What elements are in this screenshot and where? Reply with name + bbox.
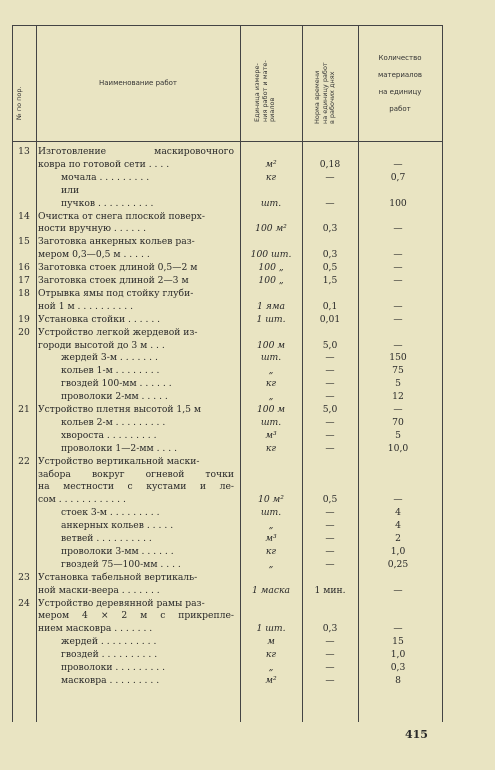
row-work-name: ной маски-веера . . . . . . . xyxy=(38,584,160,596)
table-row xyxy=(0,623,495,636)
table-row xyxy=(0,340,495,353)
row-unit: м² xyxy=(265,674,277,686)
table-row xyxy=(0,443,495,456)
header-material-qty: Количество материалов на единицу работ xyxy=(377,54,423,113)
row-time-norm: 0,01 xyxy=(319,313,341,325)
row-time-norm: 0,1 xyxy=(322,300,338,312)
table-row xyxy=(0,352,495,365)
row-unit: 100 м xyxy=(256,339,286,351)
row-unit: 1 шт. xyxy=(256,313,286,325)
row-unit: м xyxy=(267,636,275,648)
table-row xyxy=(0,365,495,378)
row-time-norm: — xyxy=(325,533,335,544)
row-material-qty: 10,0 xyxy=(387,442,409,454)
row-work-name: проволоки 3-мм . . . . . . xyxy=(61,545,174,557)
row-unit: 1 яма xyxy=(257,300,285,312)
row-work-name: хвороста . . . . . . . . . xyxy=(61,429,157,441)
row-work-name: Устройство плетня высотой 1,5 м xyxy=(38,404,202,415)
row-time-norm: — xyxy=(325,442,335,454)
header-number: № по пор. xyxy=(15,86,23,120)
row-material-qty: 8 xyxy=(395,674,401,686)
row-time-norm: 0,3 xyxy=(322,623,338,635)
row-material-qty: 5 xyxy=(395,378,401,390)
row-material-qty: 4 xyxy=(395,520,401,532)
row-number: 19 xyxy=(18,313,30,325)
row-material-qty: — xyxy=(393,584,403,596)
row-number: 18 xyxy=(18,287,30,299)
table-row xyxy=(0,417,495,430)
row-work-name: Установка табельной вертикаль- xyxy=(38,571,198,583)
row-time-norm: 5,0 xyxy=(322,339,338,351)
row-material-qty: 0,7 xyxy=(390,171,406,183)
row-material-qty: — xyxy=(393,223,403,235)
row-work-name: Устройство деревянной рамы раз- xyxy=(38,597,205,609)
row-time-norm: — xyxy=(325,662,335,673)
row-material-qty: 0,3 xyxy=(390,662,406,673)
row-unit: 100 шт. xyxy=(250,249,292,261)
row-unit: 10 м² xyxy=(258,494,284,506)
row-unit: кг xyxy=(265,442,277,454)
row-time-norm: 1,5 xyxy=(322,275,338,286)
table-top-border xyxy=(12,25,442,26)
row-unit: кг xyxy=(265,378,277,390)
row-unit: 100 м² xyxy=(255,223,287,235)
row-time-norm: — xyxy=(325,197,335,209)
table-row xyxy=(0,662,495,675)
table-row xyxy=(0,378,495,391)
row-material-qty: 5 xyxy=(395,429,401,441)
row-work-name: на местности с кустами и ле- xyxy=(38,481,234,493)
row-unit: кг xyxy=(265,649,277,661)
row-material-qty: — xyxy=(393,249,403,261)
table-row xyxy=(0,507,495,520)
row-unit: „ xyxy=(268,391,274,403)
row-time-norm: — xyxy=(325,520,335,532)
row-work-name: Устройство легкой жердевой из- xyxy=(38,326,198,338)
row-work-name: городи высотой до 3 м . . . xyxy=(38,339,165,351)
table-row xyxy=(0,275,495,288)
table-row xyxy=(0,520,495,533)
table-row xyxy=(0,494,495,507)
table-row xyxy=(0,236,495,249)
header-work-name: Наименование работ xyxy=(98,79,178,87)
table-row xyxy=(0,198,495,211)
table-row xyxy=(0,249,495,262)
row-time-norm: — xyxy=(325,545,335,557)
page-number: 415 xyxy=(405,728,428,741)
table-row xyxy=(0,430,495,443)
row-work-name: анкерных кольев . . . . . xyxy=(61,520,174,532)
row-work-name: Установка стойки . . . . . . xyxy=(38,313,161,325)
table-row xyxy=(0,481,495,494)
row-work-name: кольев 1-м . . . . . . . . xyxy=(61,365,160,377)
row-time-norm: 0,3 xyxy=(322,249,338,261)
table-row xyxy=(0,391,495,404)
row-number: 23 xyxy=(18,571,30,583)
table-row xyxy=(0,262,495,275)
table-row xyxy=(0,314,495,327)
row-work-name: стоек 3-м . . . . . . . . . xyxy=(61,507,160,519)
table-row xyxy=(0,288,495,301)
table-row xyxy=(0,585,495,598)
row-material-qty: — xyxy=(393,158,403,170)
header-unit: Единица измере- ния работ и мате- риалов xyxy=(253,60,276,122)
row-number: 20 xyxy=(18,326,30,338)
row-time-norm: — xyxy=(325,674,335,686)
row-work-name: Отрывка ямы под стойку глуби- xyxy=(38,287,194,299)
row-number: 17 xyxy=(18,275,30,286)
row-work-name: гвоздей 75—100-мм . . . . xyxy=(61,558,181,570)
row-time-norm: 0,3 xyxy=(322,223,338,235)
row-material-qty: 100 xyxy=(389,197,407,209)
row-unit: 100 „ xyxy=(258,275,284,286)
row-time-norm: — xyxy=(325,558,335,570)
table-row xyxy=(0,211,495,224)
row-time-norm: 0,18 xyxy=(319,158,341,170)
row-work-name: жердей . . . . . . . . . . xyxy=(61,636,157,648)
row-work-name: пучков . . . . . . . . . . xyxy=(61,197,154,209)
row-work-name: нием масковра . . . . . . . xyxy=(38,623,153,635)
row-time-norm: — xyxy=(325,649,335,661)
row-work-name: или xyxy=(61,184,80,196)
row-unit: 1 шт. xyxy=(256,623,286,635)
table-row xyxy=(0,404,495,417)
row-material-qty: 4 xyxy=(395,507,401,519)
table-row xyxy=(0,172,495,185)
row-work-name: сом . . . . . . . . . . . . xyxy=(38,494,126,506)
row-unit: шт. xyxy=(260,416,282,428)
row-work-name: Устройство вертикальной маски- xyxy=(38,455,200,467)
row-work-name: ковра по готовой сети . . . . xyxy=(38,158,170,170)
row-unit: кг xyxy=(265,171,277,183)
row-time-norm: 0,5 xyxy=(322,494,338,506)
table-row xyxy=(0,559,495,572)
row-number: 24 xyxy=(18,597,30,609)
row-time-norm: — xyxy=(325,507,335,519)
row-material-qty: — xyxy=(393,339,403,351)
row-time-norm: — xyxy=(325,429,335,441)
row-number: 14 xyxy=(18,210,30,222)
row-work-name: Заготовка стоек длиной 2—3 м xyxy=(38,275,189,286)
table-row xyxy=(0,649,495,662)
table-row xyxy=(0,469,495,482)
table-row xyxy=(0,223,495,236)
row-time-norm: — xyxy=(325,365,335,377)
row-time-norm: 0,5 xyxy=(322,262,338,274)
row-number: 13 xyxy=(18,146,30,157)
row-work-name: забора вокруг огневой точки xyxy=(38,468,234,480)
row-material-qty: 75 xyxy=(392,365,404,377)
row-work-name: ности вручную . . . . . . xyxy=(38,223,147,235)
row-material-qty: 12 xyxy=(392,391,404,403)
table-row xyxy=(0,572,495,585)
table-row xyxy=(0,185,495,198)
table-row xyxy=(0,675,495,688)
table-row xyxy=(0,159,495,172)
table-row xyxy=(0,546,495,559)
row-unit: шт. xyxy=(260,507,282,519)
table-row xyxy=(0,598,495,611)
row-work-name: Очистка от снега плоской поверх- xyxy=(38,210,205,222)
row-work-name: масковра . . . . . . . . . xyxy=(61,674,160,686)
row-time-norm: — xyxy=(325,636,335,648)
row-material-qty: 70 xyxy=(392,416,404,428)
row-time-norm: — xyxy=(325,171,335,183)
row-work-name: гвоздей 100-мм . . . . . . xyxy=(61,378,172,390)
row-unit: 100 „ xyxy=(258,262,284,274)
row-unit: м³ xyxy=(265,429,277,441)
row-work-name: проволоки 1—2-мм . . . . xyxy=(61,442,178,454)
row-work-name: мочала . . . . . . . . . xyxy=(61,171,150,183)
row-work-name: ветвей . . . . . . . . . . xyxy=(61,533,152,544)
row-work-name: проволоки . . . . . . . . . xyxy=(61,662,166,673)
row-material-qty: — xyxy=(393,262,403,274)
row-time-norm: 5,0 xyxy=(322,404,338,415)
table-row xyxy=(0,636,495,649)
row-time-norm: — xyxy=(325,352,335,364)
table-row xyxy=(0,456,495,469)
table-row xyxy=(0,327,495,340)
header-time-norm: Норма времени на единицу работ в рабочих днях xyxy=(313,62,336,124)
row-work-name: Изготовление маскировочного xyxy=(38,146,234,157)
row-work-name: проволоки 2-мм . . . . . xyxy=(61,391,168,403)
row-time-norm: — xyxy=(325,378,335,390)
row-work-name: мером 4 × 2 м с прикрепле- xyxy=(38,610,234,622)
row-unit: 1 маска xyxy=(252,584,290,596)
row-number: 21 xyxy=(18,404,30,415)
row-material-qty: 15 xyxy=(392,636,404,648)
row-work-name: жердей 3-м . . . . . . . xyxy=(61,352,158,364)
row-unit: „ xyxy=(268,558,274,570)
row-material-qty: 150 xyxy=(389,352,407,364)
row-work-name: Заготовка анкерных кольев раз- xyxy=(38,236,195,248)
row-material-qty: — xyxy=(393,494,403,506)
row-material-qty: — xyxy=(393,623,403,635)
row-time-norm: 1 мин. xyxy=(314,584,346,596)
row-material-qty: — xyxy=(393,300,403,312)
row-material-qty: 1,0 xyxy=(390,649,406,661)
row-unit: кг xyxy=(265,545,277,557)
row-number: 22 xyxy=(18,455,30,467)
table-row xyxy=(0,301,495,314)
row-material-qty: 1,0 xyxy=(390,545,406,557)
row-unit: м³ xyxy=(265,533,277,544)
row-number: 15 xyxy=(18,236,30,248)
table-row xyxy=(0,610,495,623)
row-work-name: кольев 2-м . . . . . . . . . xyxy=(61,416,166,428)
table-row xyxy=(0,146,495,159)
row-work-name: гвоздей . . . . . . . . . . xyxy=(61,649,158,661)
row-time-norm: — xyxy=(325,391,335,403)
row-unit: м² xyxy=(265,158,277,170)
row-unit: „ xyxy=(268,365,274,377)
row-work-name: ной 1 м . . . . . . . . . . xyxy=(38,300,134,312)
row-time-norm: — xyxy=(325,416,335,428)
row-number: 16 xyxy=(18,262,30,274)
row-unit: „ xyxy=(268,662,274,673)
row-unit: 100 м xyxy=(256,404,286,415)
row-unit: „ xyxy=(268,520,274,532)
row-work-name: мером 0,3—0,5 м . . . . . xyxy=(38,249,150,261)
row-material-qty: 2 xyxy=(395,533,401,544)
row-unit: шт. xyxy=(260,352,282,364)
row-unit: шт. xyxy=(260,197,282,209)
row-material-qty: — xyxy=(393,313,403,325)
row-material-qty: — xyxy=(393,275,403,286)
row-work-name: Заготовка стоек длиной 0,5—2 м xyxy=(38,262,198,274)
header-bottom-border xyxy=(12,141,442,142)
table-row xyxy=(0,533,495,546)
row-material-qty: 0,25 xyxy=(387,558,409,570)
row-material-qty: — xyxy=(393,404,403,415)
